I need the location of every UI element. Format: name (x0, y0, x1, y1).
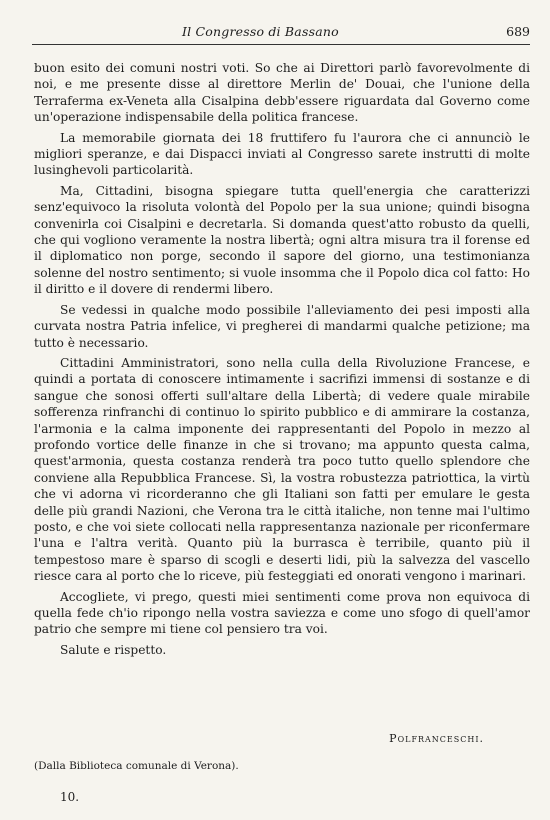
signature: Polfranceschi. (389, 732, 484, 745)
paragraph-5: Cittadini Amministratori, sono nella culla della Rivoluzione Francese, e quindi a portata di conoscere intimamente i sacrifizi immensi di sostanze e di sangue che sonosi offerti sull'altare della Libertà; di vedere quale mirabile sofferenza rinfranchi di continuo lo spirito pubblico e di ammirare la costanza, l'armonia e la calma imponente dei rappresentanti del Popolo in mezzo al profondo vortice delle finanze in che si trovano; ma appunto questa calma, quest'armonia, questa costanza renderà tra poco tutto quello splendore che conviene alla Repubblica Francese. Sì, la vostra robustezza patriottica, la virtù che vi adorna vi ricorderanno che gli Italiani son fatti per emulare le gesta delle più grandi Nazioni, che Verona tra le città italiche, non tenne mai l'ultimo posto, e che voi siete collocati nella rappresentanza nazionale per riconfermare l'una e l'altra verità. Quanto più la burrasca è terribile, quanto più il tempestoso mare è sparso di scogli e deserti lidi, più la salvezza del vascello riesce cara al porto che lo riceve, più festeggiati ed onorati vengono i marinari. (34, 355, 530, 584)
page-number: 689 (506, 24, 530, 39)
paragraph-1: buon esito dei comuni nostri voti. So che ai Direttori parlò favorevolmente di noi, e me presente disse al direttore Merlin de' Douai, che l'unione della Terraferma ex-Veneta alla Cisalpina debb'essere riguardata dal Governo come un'operazione indispensabile della politica francese. (34, 61, 530, 125)
running-header (32, 22, 530, 45)
footer-number: 10. (60, 790, 80, 804)
source-note: (Dalla Biblioteca comunale di Verona). (34, 760, 239, 772)
paragraph-2: La memorabile giornata dei 18 fruttifero fu l'aurora che ci annunciò le migliori speranze, e dai Dispacci inviati al Congresso sarete instrutti di molte lusinghevoli particolarità. (34, 130, 530, 178)
paragraph-4: Se vedessi in qualche modo possibile l'alleviamento dei pesi imposti alla curvata nostra Patria infelice, vi pregherei di mandarmi qualche petizione; ma tutto è necessario. (34, 302, 530, 350)
paragraph-6: Accoglietе, vi prego, questi miei sentimenti come prova non equivoca di quella fede ch'io ripongo nella vostra saviezza e come uno sfogo di quell'amor patrio che sempre mi tiene col pensiero tra voi. (34, 589, 530, 637)
closing-salutation: Salute e rispetto. (60, 642, 167, 657)
paragraph-3: Ma, Cittadini, bisogna spiegare tutta quell'energia che caratterizzi senz'equivoco la risoluta volontà del Popolo per la sua unione; quindi bisogna convenirla coi Cisalpini e decretarla. Si domanda quest'atto robusto da quelli, che qui vogliono veramente la nostra libertà; ogni altra misura tra il forense ed il diplomatico non porge, secondo il sapore del giorno, una testimonianza solenne del nostro sentimento; si vuole insomma che il Popolo dica col fatto: Ho il diritto e il dovere di rendermi libero. (34, 183, 530, 297)
running-title: Il Congresso di Bassano (182, 24, 339, 39)
letter-body (34, 60, 530, 658)
